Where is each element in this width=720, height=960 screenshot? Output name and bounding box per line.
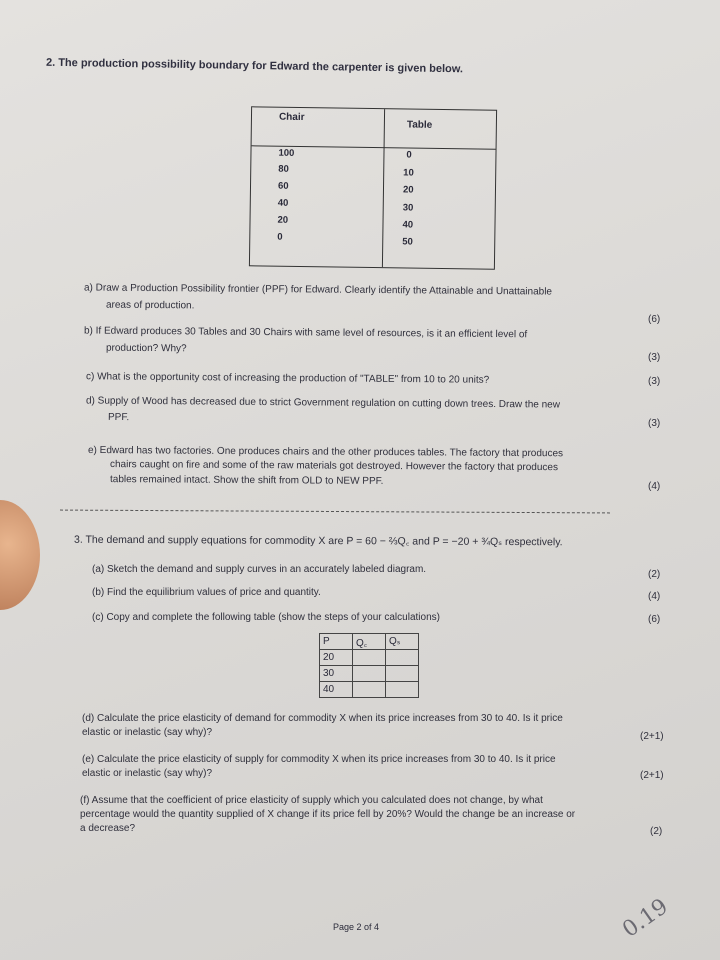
q2b-line1: b) If Edward produces 30 Tables and 30 Chairs with same level of resources, is it an efficient level of <box>83 325 528 341</box>
q2b-marks: (3) <box>648 352 661 363</box>
q3f-marks: (2) <box>650 826 663 837</box>
ppf-table-3: 30 <box>402 202 414 214</box>
q2b-line2: production? Why? <box>105 342 187 355</box>
q3-p-0: 20 <box>320 650 353 666</box>
q2d-line2: PPF. <box>107 411 130 424</box>
section-divider <box>60 510 610 514</box>
ppf-table-2: 20 <box>402 184 414 196</box>
q2c-marks: (3) <box>648 376 661 387</box>
q3d-line2: elastic or inelastic (say why)? <box>82 727 213 738</box>
ppf-chair-0: 100 <box>278 147 295 159</box>
q3-header-qd: Q꜀ <box>353 634 386 650</box>
q2a-line1: a) Draw a Production Possibility frontier (PPF) for Edward. Clearly identify the Attainable and Unattainable <box>83 282 553 298</box>
ppf-table-1: 10 <box>403 167 414 179</box>
q3e-line2: elastic or inelastic (say why)? <box>82 768 213 779</box>
q2-title: 2. The production possibility boundary for Edward the carpenter is given below. <box>45 56 464 76</box>
page-number: Page 2 of 4 <box>333 922 380 932</box>
q3-qs-0 <box>386 650 419 666</box>
q3d-line1: (d) Calculate the price elasticity of demand for commodity X when its price increases from 30 to 40. Is it price <box>82 713 563 724</box>
q3f-line2: percentage would the quantity supplied of X change if its price fell by 20%? Would the change be an increase or <box>80 809 576 820</box>
q3-title: 3. The demand and supply equations for commodity X are P = 60 − ⅔Q꜀ and P = −20 + ¾Qₛ respectively. <box>73 533 563 549</box>
q2d-marks: (3) <box>648 418 661 429</box>
q2e-line1: e) Edward has two factories. One produces chairs and the other produces tables. The factory that produces <box>87 444 564 460</box>
q3f-line1: (f) Assume that the coefficient of price elasticity of supply which you calculated does not change, by what <box>80 795 543 806</box>
q2d-line1: d) Supply of Wood has decreased due to strict Government regulation on cutting down trees. Draw the new <box>85 395 561 411</box>
q3-qd-1 <box>353 666 386 682</box>
ppf-chair-5: 0 <box>277 231 283 243</box>
q3-header-qs: Qₛ <box>386 634 419 650</box>
ppf-header-chair: Chair <box>278 111 305 124</box>
ppf-chair-4: 20 <box>277 214 289 226</box>
q2c-line1: c) What is the opportunity cost of increasing the production of "TABLE" from 10 to 20 units? <box>85 371 490 386</box>
q3-qs-2 <box>386 682 419 698</box>
q3e-marks: (2+1) <box>640 770 664 781</box>
q3c-line1: (c) Copy and complete the following table (show the steps of your calculations) <box>92 612 440 623</box>
q3f-line3: a decrease? <box>80 823 136 834</box>
q2e-line2: chairs caught on fire and some of the raw materials got destroyed. However the factory that produces <box>109 459 559 474</box>
q3e-line1: (e) Calculate the price elasticity of supply for commodity X when its price increases from 30 to 40. Is it price <box>82 754 556 765</box>
q3c-marks: (6) <box>648 614 661 625</box>
ppf-table-0: 0 <box>406 149 412 161</box>
q2e-marks: (4) <box>648 481 661 492</box>
q3-p-1: 30 <box>320 666 353 682</box>
q3b-line1: (b) Find the equilibrium values of price and quantity. <box>92 587 321 598</box>
ppf-chair-3: 40 <box>277 197 289 209</box>
q3a-line1: (a) Sketch the demand and supply curves in an accurately labeled diagram. <box>92 564 427 575</box>
ppf-chair-1: 80 <box>278 163 289 175</box>
q3-qs-1 <box>386 666 419 682</box>
q3-qd-0 <box>353 650 386 666</box>
thumb <box>0 500 40 610</box>
q2a-marks: (6) <box>648 314 661 325</box>
ppf-chair-2: 60 <box>277 180 289 192</box>
q3-qd-2 <box>353 682 386 698</box>
handwritten-note: 0.19 <box>618 894 673 943</box>
ppf-table-4: 40 <box>402 219 414 231</box>
q2e-line3: tables remained intact. Show the shift from OLD to NEW PPF. <box>109 474 384 487</box>
q3-header-p: P <box>320 634 353 650</box>
q3a-marks: (2) <box>648 569 661 580</box>
q3b-marks: (4) <box>648 591 661 602</box>
q3-p-2: 40 <box>320 682 353 698</box>
ppf-table <box>249 106 497 269</box>
q3d-marks: (2+1) <box>640 731 664 742</box>
q2a-line2: areas of production. <box>105 299 195 312</box>
ppf-header-table: Table <box>406 119 433 131</box>
q3-table <box>319 633 419 698</box>
ppf-table-5: 50 <box>402 236 413 248</box>
